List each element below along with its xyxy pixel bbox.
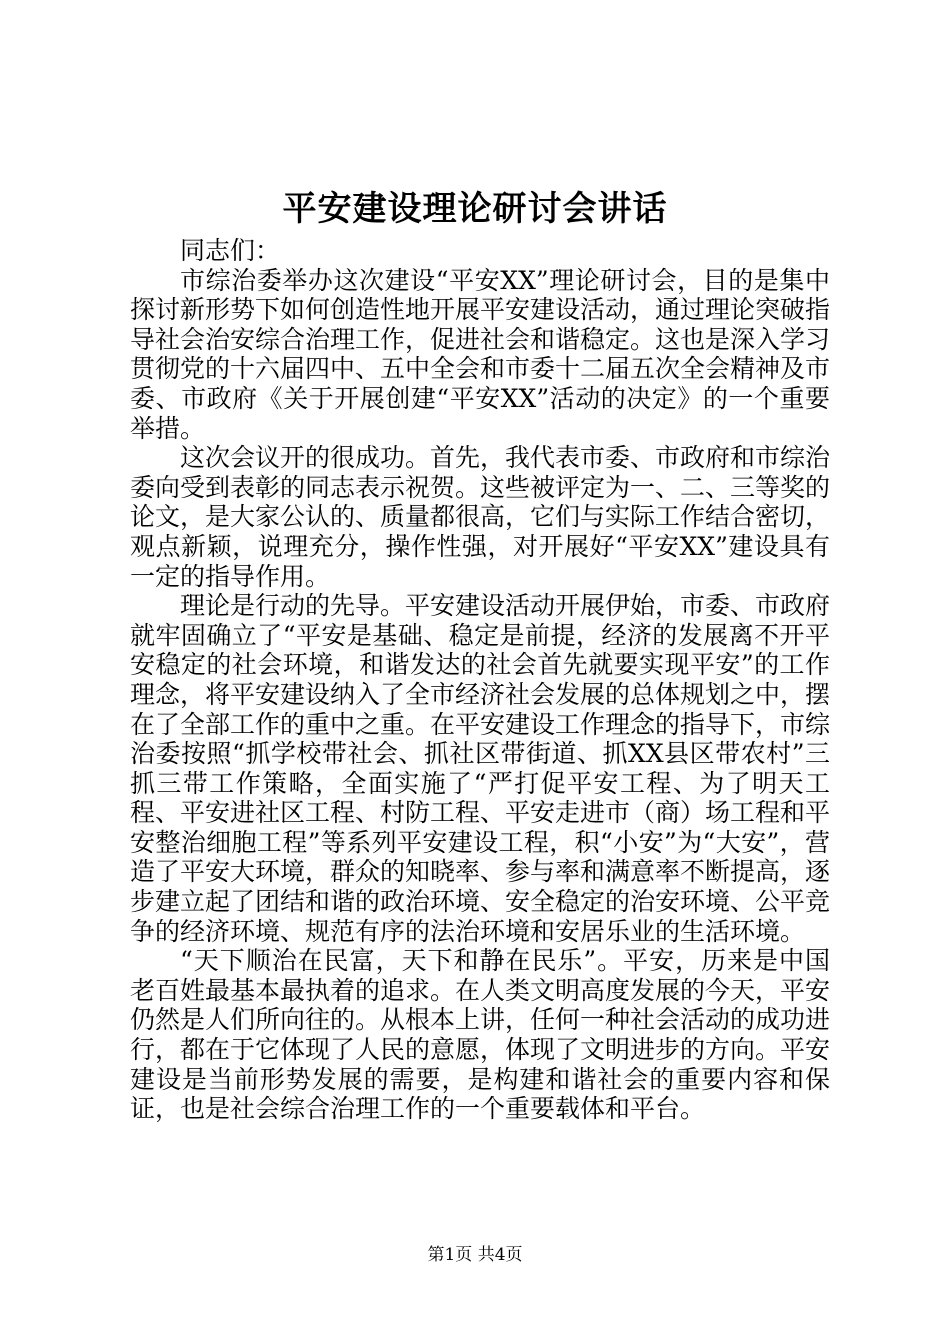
paragraph-3: 理论是行动的先导。平安建设活动开展伊始，市委、市政府就牢固确立了“平安是基础、稳定是前提，经济的发展离不开平安稳定的社会环境，和谐发达的社会首先就要实现平安”的工作理念，将平安建设纳入了全市经济社会发展的总体规划之中，摆在了全部工作的重中之重。在平安建设工作理念的指导下，市综治委按照“抓学校带社会、抓社区带街道、抓XX县区带农村”三抓三带工作策略，全面实施了“严打促平安工程、为了明天工程、平安进社区工程、村防工程、平安走进市（商）场工程和平安整治细胞工程”等系列平安建设工程，积“小安”为“大安”，营造了平安大环境，群众的知晓率、参与率和满意率不断提高，逐步建立起了团结和谐的政治环境、安全稳定的治安环境、公平竞争的经济环境、规范有序的法治环境和安居乐业的生活环境。 — [130, 591, 831, 946]
page-number-footer: 第1页 共4页 — [427, 1245, 523, 1265]
paragraph-1: 市综治委举办这次建设“平安XX”理论研讨会，目的是集中探讨新形势下如何创造性地开展平安建设活动，通过理论突破指导社会治安综合治理工作，促进社会和谐稳定。这也是深入学习贯彻党的十六届四中、五中全会和市委十二届五次全会精神及市委、市政府《关于开展创建“平安XX”活动的决定》的一个重要举措。 — [130, 265, 831, 443]
document-body — [130, 236, 830, 1124]
salutation: 同志们： — [180, 236, 281, 265]
paragraph-2: 这次会议开的很成功。首先，我代表市委、市政府和市综治委向受到表彰的同志表示祝贺。这些被评定为一、二、三等奖的论文，是大家公认的、质量都很高，它们与实际工作结合密切，观点新颖，说理充分，操作性强，对开展好“平安XX”建设具有一定的指导作用。 — [130, 443, 831, 591]
paragraph-4: “天下顺治在民富，天下和静在民乐”。平安，历来是中国老百姓最基本最执着的追求。在人类文明高度发展的今天，平安仍然是人们所向往的。从根本上讲，任何一种社会活动的成功进行，都在于它体现了人民的意愿，体现了文明进步的方向。平安建设是当前形势发展的需要，是构建和谐社会的重要内容和保证，也是社会综合治理工作的一个重要载体和平台。 — [130, 946, 831, 1124]
document-title: 平安建设理论研讨会讲话 — [282, 189, 668, 229]
